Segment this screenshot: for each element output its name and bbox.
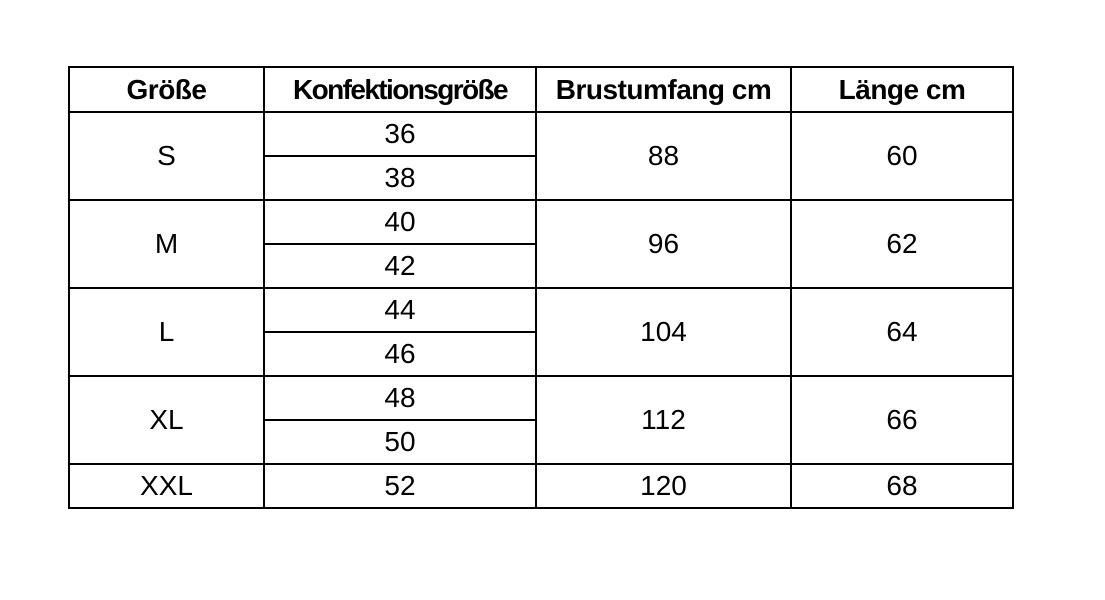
table-row [69,200,1013,244]
brustumfang-cell: 120 [536,464,791,508]
header-groesse: Größe [69,67,264,112]
header-row [69,67,1013,112]
brustumfang-cell: 112 [536,376,791,464]
header-brustumfang: Brustumfang cm [536,67,791,112]
size-cell: L [69,288,264,376]
table-row [69,288,1013,332]
laenge-cell: 66 [791,376,1013,464]
table-row [69,112,1013,156]
konfektion-cell: 44 [264,288,536,332]
laenge-cell: 68 [791,464,1013,508]
size-cell: XXL [69,464,264,508]
size-chart-table [68,66,1014,509]
header-laenge: Länge cm [791,67,1013,112]
size-cell: M [69,200,264,288]
table-row [69,376,1013,420]
konfektion-cell: 48 [264,376,536,420]
konfektion-cell: 46 [264,332,536,376]
header-konfektionsgroesse: Konfektionsgröße [264,67,536,112]
brustumfang-cell: 96 [536,200,791,288]
size-cell: S [69,112,264,200]
size-cell: XL [69,376,264,464]
brustumfang-cell: 88 [536,112,791,200]
brustumfang-cell: 104 [536,288,791,376]
konfektion-cell: 40 [264,200,536,244]
konfektion-cell: 38 [264,156,536,200]
laenge-cell: 64 [791,288,1013,376]
laenge-cell: 60 [791,112,1013,200]
konfektion-cell: 36 [264,112,536,156]
konfektion-cell: 50 [264,420,536,464]
table-row [69,464,1013,508]
laenge-cell: 62 [791,200,1013,288]
konfektion-cell: 42 [264,244,536,288]
konfektion-cell: 52 [264,464,536,508]
